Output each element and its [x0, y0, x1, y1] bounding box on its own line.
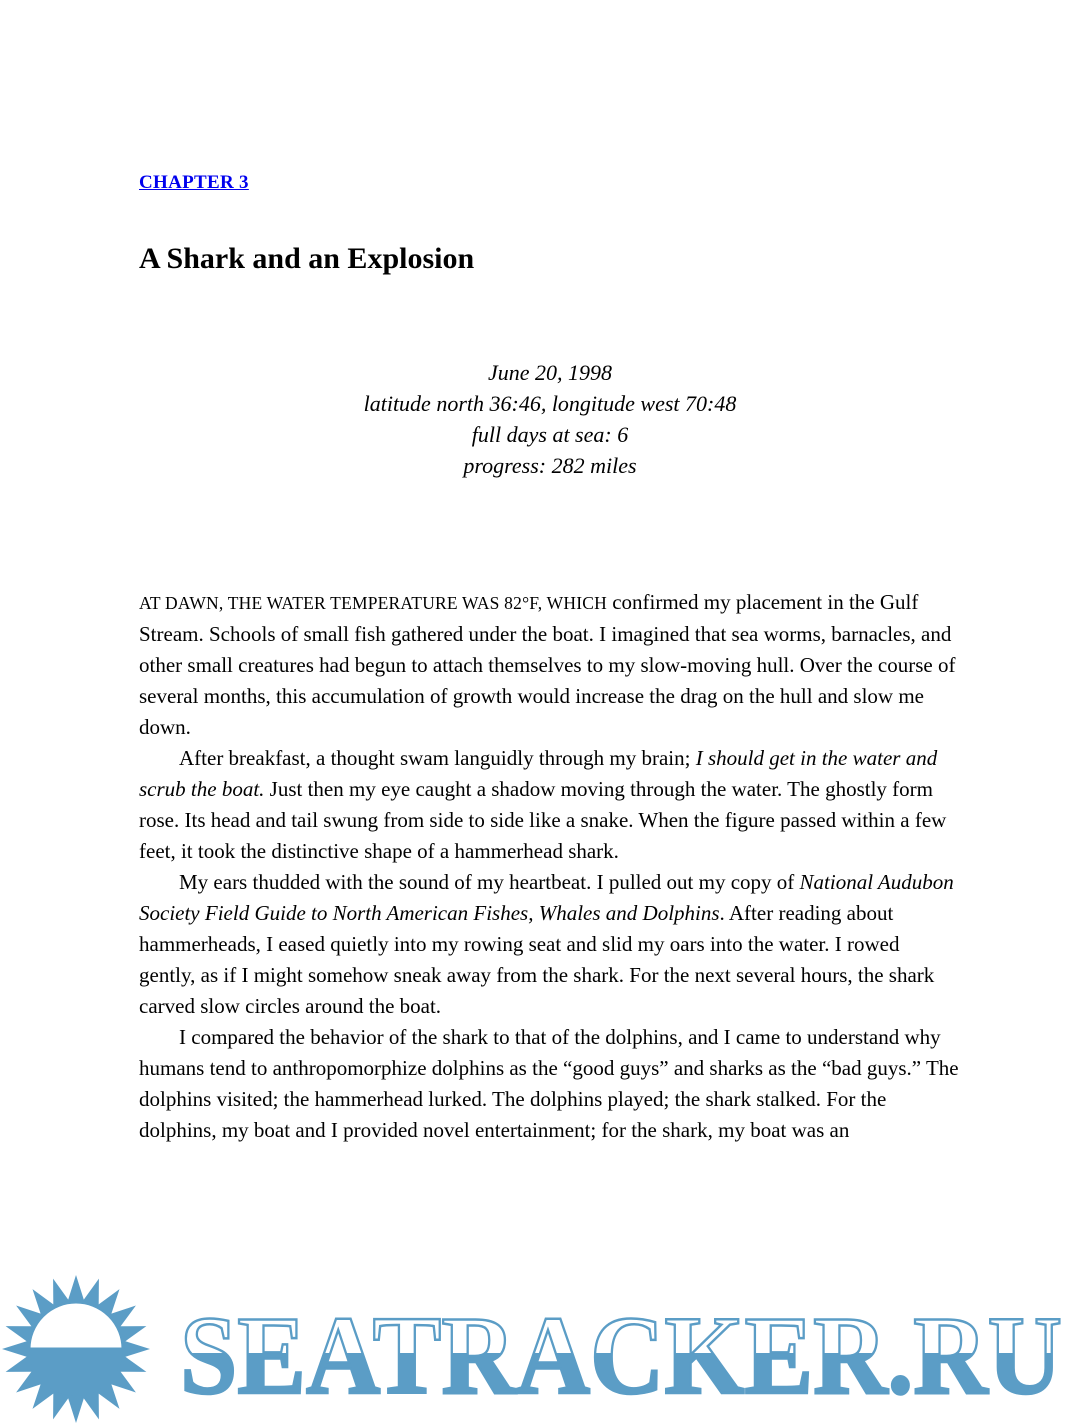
body-paragraphs	[139, 587, 961, 1146]
paragraph	[139, 743, 961, 867]
dateline-progress: progress: 282 miles	[463, 453, 637, 478]
paragraph	[139, 1022, 961, 1146]
text-run-caps: AT DAWN, THE WATER TEMPERATURE WAS 82°F, WHICH	[139, 593, 607, 613]
text-run-normal: My ears thudded with the sound of my heartbeat. I pulled out my copy of	[179, 870, 800, 894]
content-column	[139, 0, 961, 1146]
watermark-svg	[0, 1273, 1080, 1425]
dateline-block	[139, 357, 961, 481]
paragraph	[139, 867, 961, 1022]
text-run-normal: I compared the behavior of the shark to that of the dolphins, and I came to understand why humans tend to anthropomorphize dolphins as the “good guys” and sharks as the “bad guys.” The dolphins visited; the hammerhead lurked. The dolphins played; the shark stalked. For the dolphins, my boat and I provided novel entertainment; for the shark, my boat was an	[139, 1025, 959, 1142]
watermark-text: SEATRACKER.RU	[180, 1294, 1062, 1418]
paragraph	[139, 587, 961, 743]
text-run-normal: Just then my eye caught a shadow moving through the water. The ghostly form rose. Its head and tail swung from side to side like a snake. When the figure passed within a few feet, it took the distinctive shape of a hammerhead shark.	[139, 777, 947, 863]
dateline-days-at-sea: full days at sea: 6	[471, 422, 629, 447]
chapter-link[interactable]: CHAPTER 3	[139, 172, 249, 193]
text-run-normal: . After reading about hammerheads, I eased quietly into my rowing seat and slid my oars into the water. I rowed gently, as if I might somehow sneak away from the shark. For the next several hours, the shark carved slow circles around the boat.	[139, 901, 935, 1018]
text-run-normal: After breakfast, a thought swam languidly through my brain;	[179, 746, 696, 770]
seatracker-watermark	[0, 1273, 1080, 1425]
dateline-coordinates: latitude north 36:46, longitude west 70:48	[363, 391, 737, 416]
text-run-italic: National Audubon Society Field Guide to North American Fishes, Whales and Dolphins	[139, 870, 954, 925]
page-title: A Shark and an Explosion	[139, 242, 475, 275]
text-run-italic: I should get in the water and scrub the boat.	[139, 746, 938, 801]
sun-icon	[2, 1275, 150, 1423]
text-run-normal: confirmed my placement in the Gulf Stream. Schools of small fish gathered under the boat. I imagined that sea worms, barnacles, and other small creatures had begun to attach themselves to my slow-moving hull. Over the course of several months, this accumulation of growth would increase the drag on the hull and slow me down.	[139, 590, 956, 739]
dateline-date: June 20, 1998	[487, 360, 613, 385]
